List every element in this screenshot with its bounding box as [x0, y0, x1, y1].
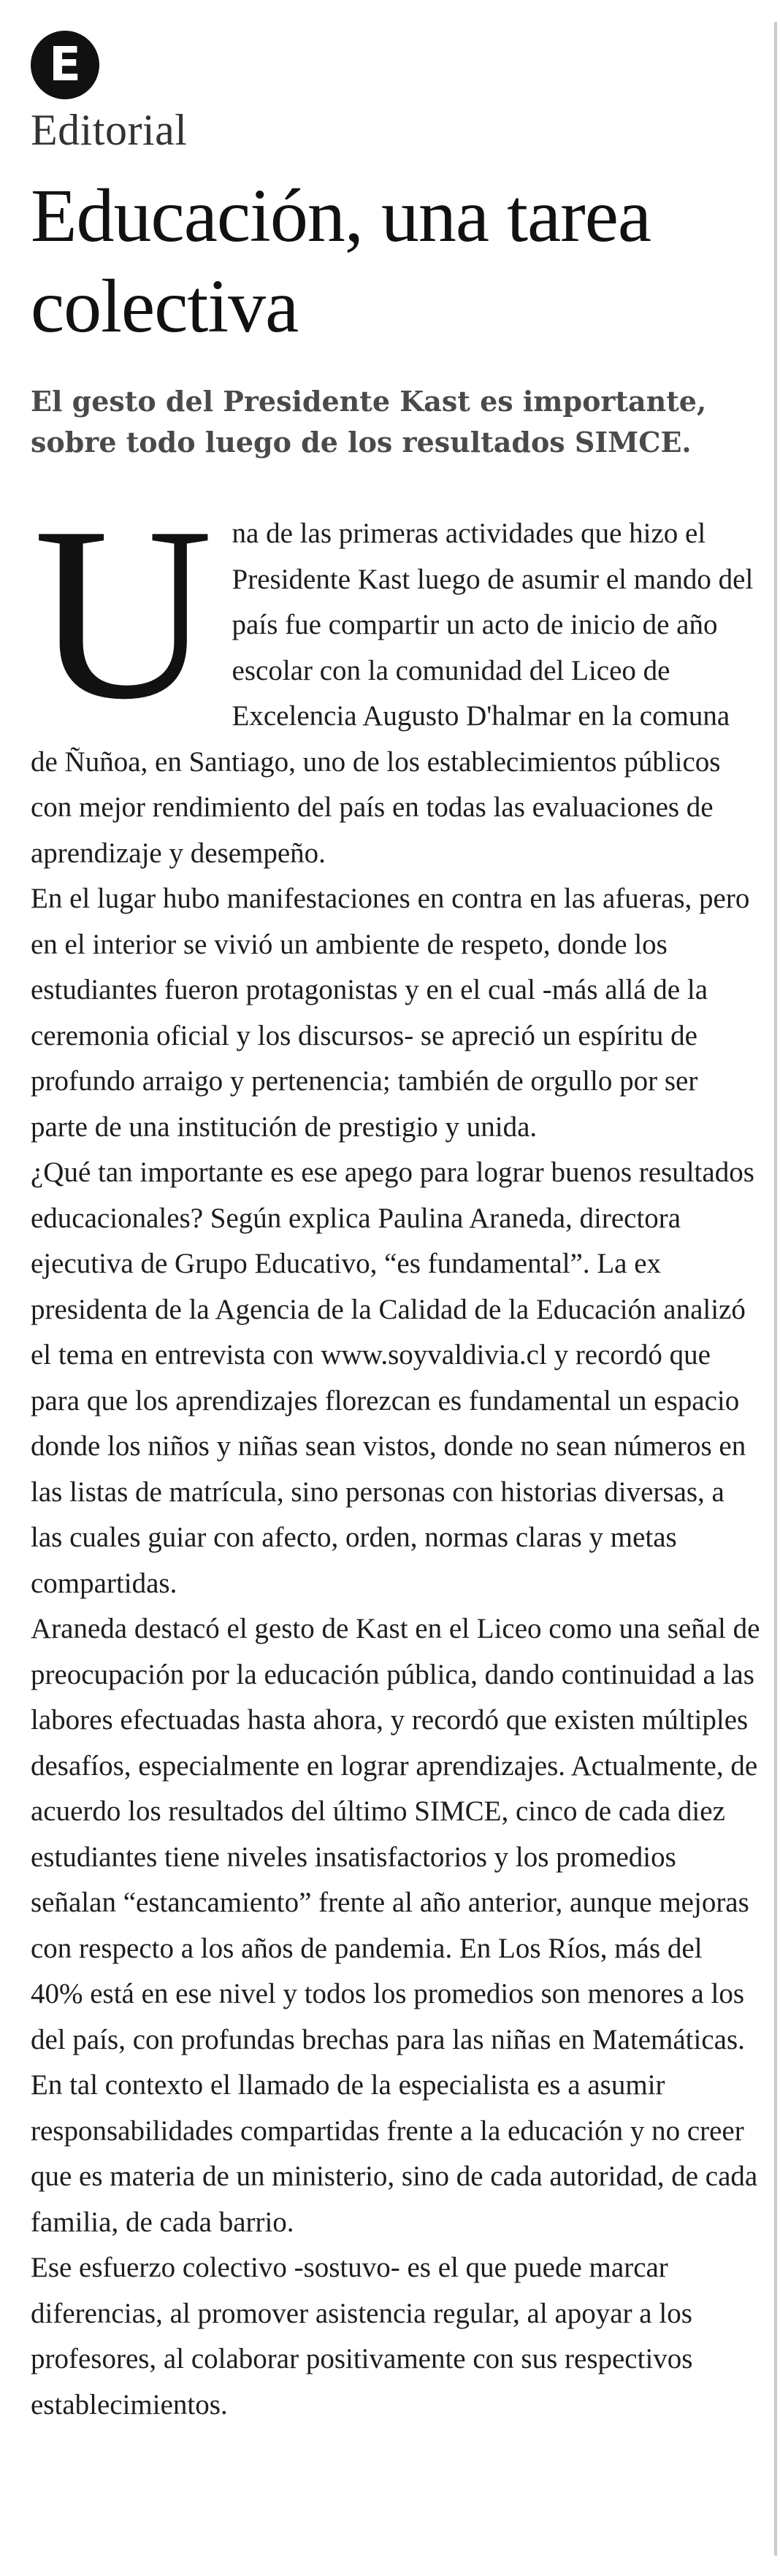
article-paragraph: Araneda destacó el gesto de Kast en el Liceo como una señal de preocupación por la educación pública, dando continuidad a las labores efectuadas hasta ahora, y recordó que existen múltiples desafíos, especialmente en lograr aprendizajes. Actualmente, de acuerdo los resultados del último SIMCE, cinco de cada diez estudiantes tiene niveles insatisfactorios y los promedios señalan “estancamiento” frente al año anterior, aunque mejoras con respecto a los años de pandemia. En Los Ríos, más del 40% está en ese nivel y todos los promedios son menores a los del país, con profundas brechas para las niñas en Matemáticas. — [31, 1613, 760, 2055]
section-label: Editorial — [31, 106, 188, 154]
article-paragraph: ¿Qué tan importante es ese apego para lograr buenos resultados educacionales? Según explica Paulina Araneda, directora ejecutiva de Grupo Educativo, “es fundamental”. La ex presidenta de la Agencia de la Calidad de la Educación analizó el tema en entrevista con www.soyvaldivia.cl y recordó que para que los aprendizajes florezcan es fundamental un espacio donde los niños y niñas sean vistos, donde no sean números en las listas de matrícula, sino personas con historias diversas, a las cuales guiar con afecto, orden, normas claras y metas compartidas. — [31, 1157, 754, 1599]
article-paragraph: Ese esfuerzo colectivo -sostuvo- es el que puede marcar diferencias, al promover asistencia regular, al apoyar a los profesores, al colaborar positivamente con sus respectivos establecimientos. — [31, 2252, 693, 2420]
article-title: Educación, una tarea colectiva — [31, 174, 651, 348]
drop-cap: U — [34, 475, 213, 751]
article-subtitle: El gesto del Presidente Kast es importante, sobre todo luego de los resultados SIMCE. — [31, 385, 707, 459]
article-paragraph — [31, 475, 761, 876]
paragraph-text: na de las primeras actividades que hizo el Presidente Kast luego de asumir el mando del país fue compartir un acto de inicio de año escolar con la comunidad del Liceo de Excelencia Augusto D'halmar en la comuna de Ñuñoa, en Santiago, uno de los establecimientos públicos con mejor rendimiento del país en todas las evaluaciones de aprendizaje y desempeño. — [31, 518, 754, 869]
article-paragraph: En tal contexto el llamado de la especialista es a asumir responsabilidades compartidas frente a la educación y no creer que es materia de un ministerio, sino de cada autoridad, de cada familia, de cada barrio. — [31, 2069, 758, 2238]
article-paragraph: En el lugar hubo manifestaciones en contra en las afueras, pero en el interior se vivió un ambiente de respeto, donde los estudiantes fueron protagonistas y en el cual -más allá de la ceremonia oficial y los discursos- se apreció un espíritu de profundo arraigo y pertenencia; también de orgullo por ser parte de una institución de prestigio y unida. — [31, 883, 750, 1143]
section-badge: E — [31, 31, 99, 99]
article-body — [31, 475, 761, 2428]
column-divider — [774, 22, 777, 2556]
